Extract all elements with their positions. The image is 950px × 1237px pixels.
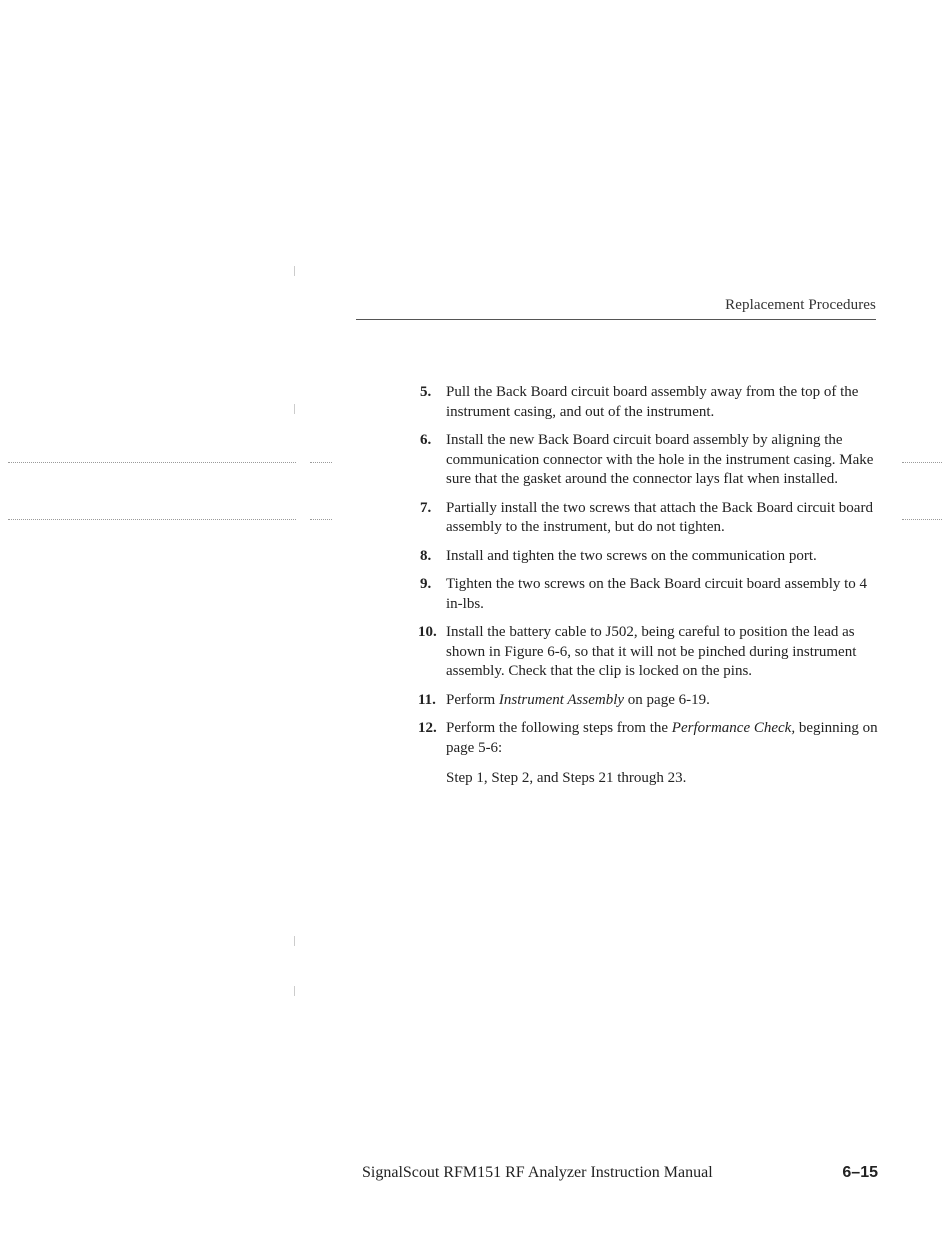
step-text: Install the battery cable to J502, being careful to position the lead as shown in Figure 6-6, so that it will not be pinched during instrument assembly. Check that the clip is locked on the pins. [446,624,857,679]
procedure-step [420,499,880,538]
scan-artifact-tick [294,986,295,996]
procedure-steps [420,383,880,798]
step-text: Partially install the two screws that attach the Back Board circuit board assembly to the instrument, but do not tighten. [446,499,873,535]
step-number: 10. [418,624,437,640]
step-text-lead: Perform the following steps from the [446,720,672,736]
procedure-step [420,719,880,789]
scan-artifact-line [8,519,296,520]
step-number: 12. [418,720,437,736]
scan-artifact-line [902,462,942,463]
procedure-step [420,547,880,567]
procedure-step [420,691,880,711]
scan-artifact-tick [294,936,295,946]
scan-artifact-line [8,462,296,463]
procedure-step [420,575,880,614]
step-text: Install and tighten the two screws on the communication port. [446,547,817,564]
procedure-step [420,623,880,682]
scan-artifact-line [310,519,332,520]
procedure-step [420,383,880,422]
cross-reference-link[interactable]: Performance Check, [671,720,796,736]
step-number: 7. [420,499,432,516]
step-number: 8. [420,547,432,564]
step-sub-paragraph: Step 1, Step 2, and Steps 21 through 23. [446,770,687,786]
scan-artifact-line [902,519,942,520]
scan-artifact-line [310,462,332,463]
scan-artifact-tick [294,404,295,414]
step-number: 11. [418,691,436,708]
step-text-trail: beginning on page 5-6: [446,720,878,756]
step-text: Tighten the two screws on the Back Board circuit board assembly to 4 in-lbs. [446,576,868,612]
footer-page-number: 6–15 [842,1164,878,1181]
scan-artifact-tick [294,266,295,276]
procedure-step [420,431,880,490]
section-header: Replacement Procedures [725,297,876,313]
step-text: Pull the Back Board circuit board assembly away from the top of the instrument casing, and out of the instrument. [446,384,859,420]
step-number: 5. [420,384,432,400]
step-number: 9. [420,576,432,592]
step-text-lead: Perform [446,691,499,708]
step-number: 6. [420,432,432,448]
header-rule [356,319,876,320]
step-text [446,719,880,758]
step-text: Install the new Back Board circuit board assembly by aligning the communication connector with the hole in the instrument casing. Make sure that the gasket around the connector lays flat when installed. [446,432,874,487]
step-text [446,691,880,711]
step-text-trail: on page 6-19. [624,691,710,708]
footer-manual-title: SignalScout RFM151 RF Analyzer Instruction Manual [362,1164,713,1181]
cross-reference-link[interactable]: Instrument Assembly [498,691,625,708]
